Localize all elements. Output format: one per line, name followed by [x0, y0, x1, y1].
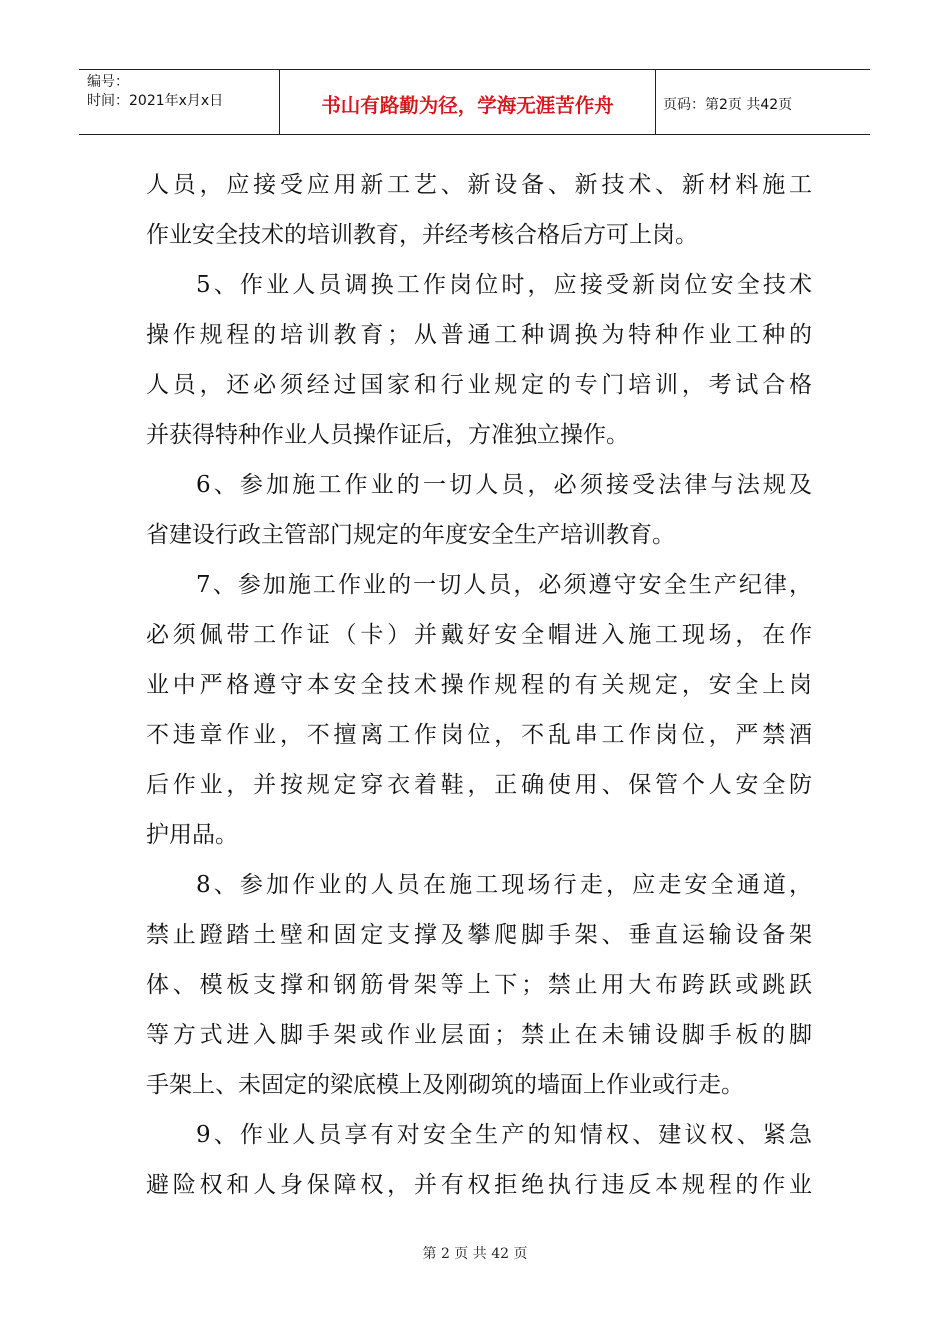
- text-line: 省建设行政主管部门规定的年度安全生产培训教育。: [146, 522, 675, 548]
- header-motto: 书山有路勤为径，学海无涯苦作舟: [280, 70, 656, 134]
- text-line: 业中严格遵守本安全技术操作规程的有关规定，安全上岗: [146, 672, 812, 698]
- text-line: 7、参加施工作业的一切人员，必须遵守安全生产纪律，: [196, 572, 812, 598]
- text-line: 护用品。: [146, 822, 238, 848]
- text-line: 5、作业人员调换工作岗位时，应接受新岗位安全技术: [196, 272, 812, 298]
- text-line: 禁止蹬踏土壁和固定支撑及攀爬脚手架、垂直运输设备架: [146, 922, 812, 948]
- document-number-label: 编号：: [87, 74, 129, 90]
- text-line: 人员，应接受应用新工艺、新设备、新技术、新材料施工: [146, 172, 812, 198]
- text-line: 避险权和人身保障权，并有权拒绝执行违反本规程的作业: [146, 1172, 812, 1198]
- text-line: 体、模板支撑和钢筋骨架等上下；禁止用大布跨跃或跳跃: [146, 972, 812, 998]
- text-line: 作业安全技术的培训教育，并经考核合格后方可上岗。: [146, 222, 698, 248]
- text-line: 6、参加施工作业的一切人员，必须接受法律与法规及: [196, 472, 812, 498]
- text-line: 并获得特种作业人员操作证后，方准独立操作。: [146, 422, 629, 448]
- text-line: 9、作业人员享有对安全生产的知情权、建议权、紧急: [196, 1122, 812, 1148]
- header-meta: [79, 70, 280, 134]
- text-line: 人员，还必须经过国家和行业规定的专门培训，考试合格: [146, 372, 812, 398]
- text-line: 操作规程的培训教育；从普通工种调换为特种作业工种的: [146, 322, 812, 348]
- text-line: 手架上、未固定的梁底模上及刚砌筑的墙面上作业或行走。: [146, 1072, 744, 1098]
- page-header: [79, 69, 870, 135]
- text-line: 必须佩带工作证（卡）并戴好安全帽进入施工现场，在作: [146, 622, 812, 648]
- text-line: 等方式进入脚手架或作业层面；禁止在未铺设脚手板的脚: [146, 1022, 812, 1048]
- text-line: 8、参加作业的人员在施工现场行走，应走安全通道，: [196, 872, 812, 898]
- text-line: 后作业，并按规定穿衣着鞋，正确使用、保管个人安全防: [146, 772, 812, 798]
- document-body: [146, 160, 812, 1210]
- page-footer: 第 2 页 共 42 页: [422, 1246, 528, 1262]
- header-page-info: 页码：第2页 共42页: [663, 97, 793, 113]
- document-date: 时间：2021年x月x日: [87, 93, 224, 109]
- text-line: 不违章作业，不擅离工作岗位，不乱串工作岗位，严禁酒: [146, 722, 812, 748]
